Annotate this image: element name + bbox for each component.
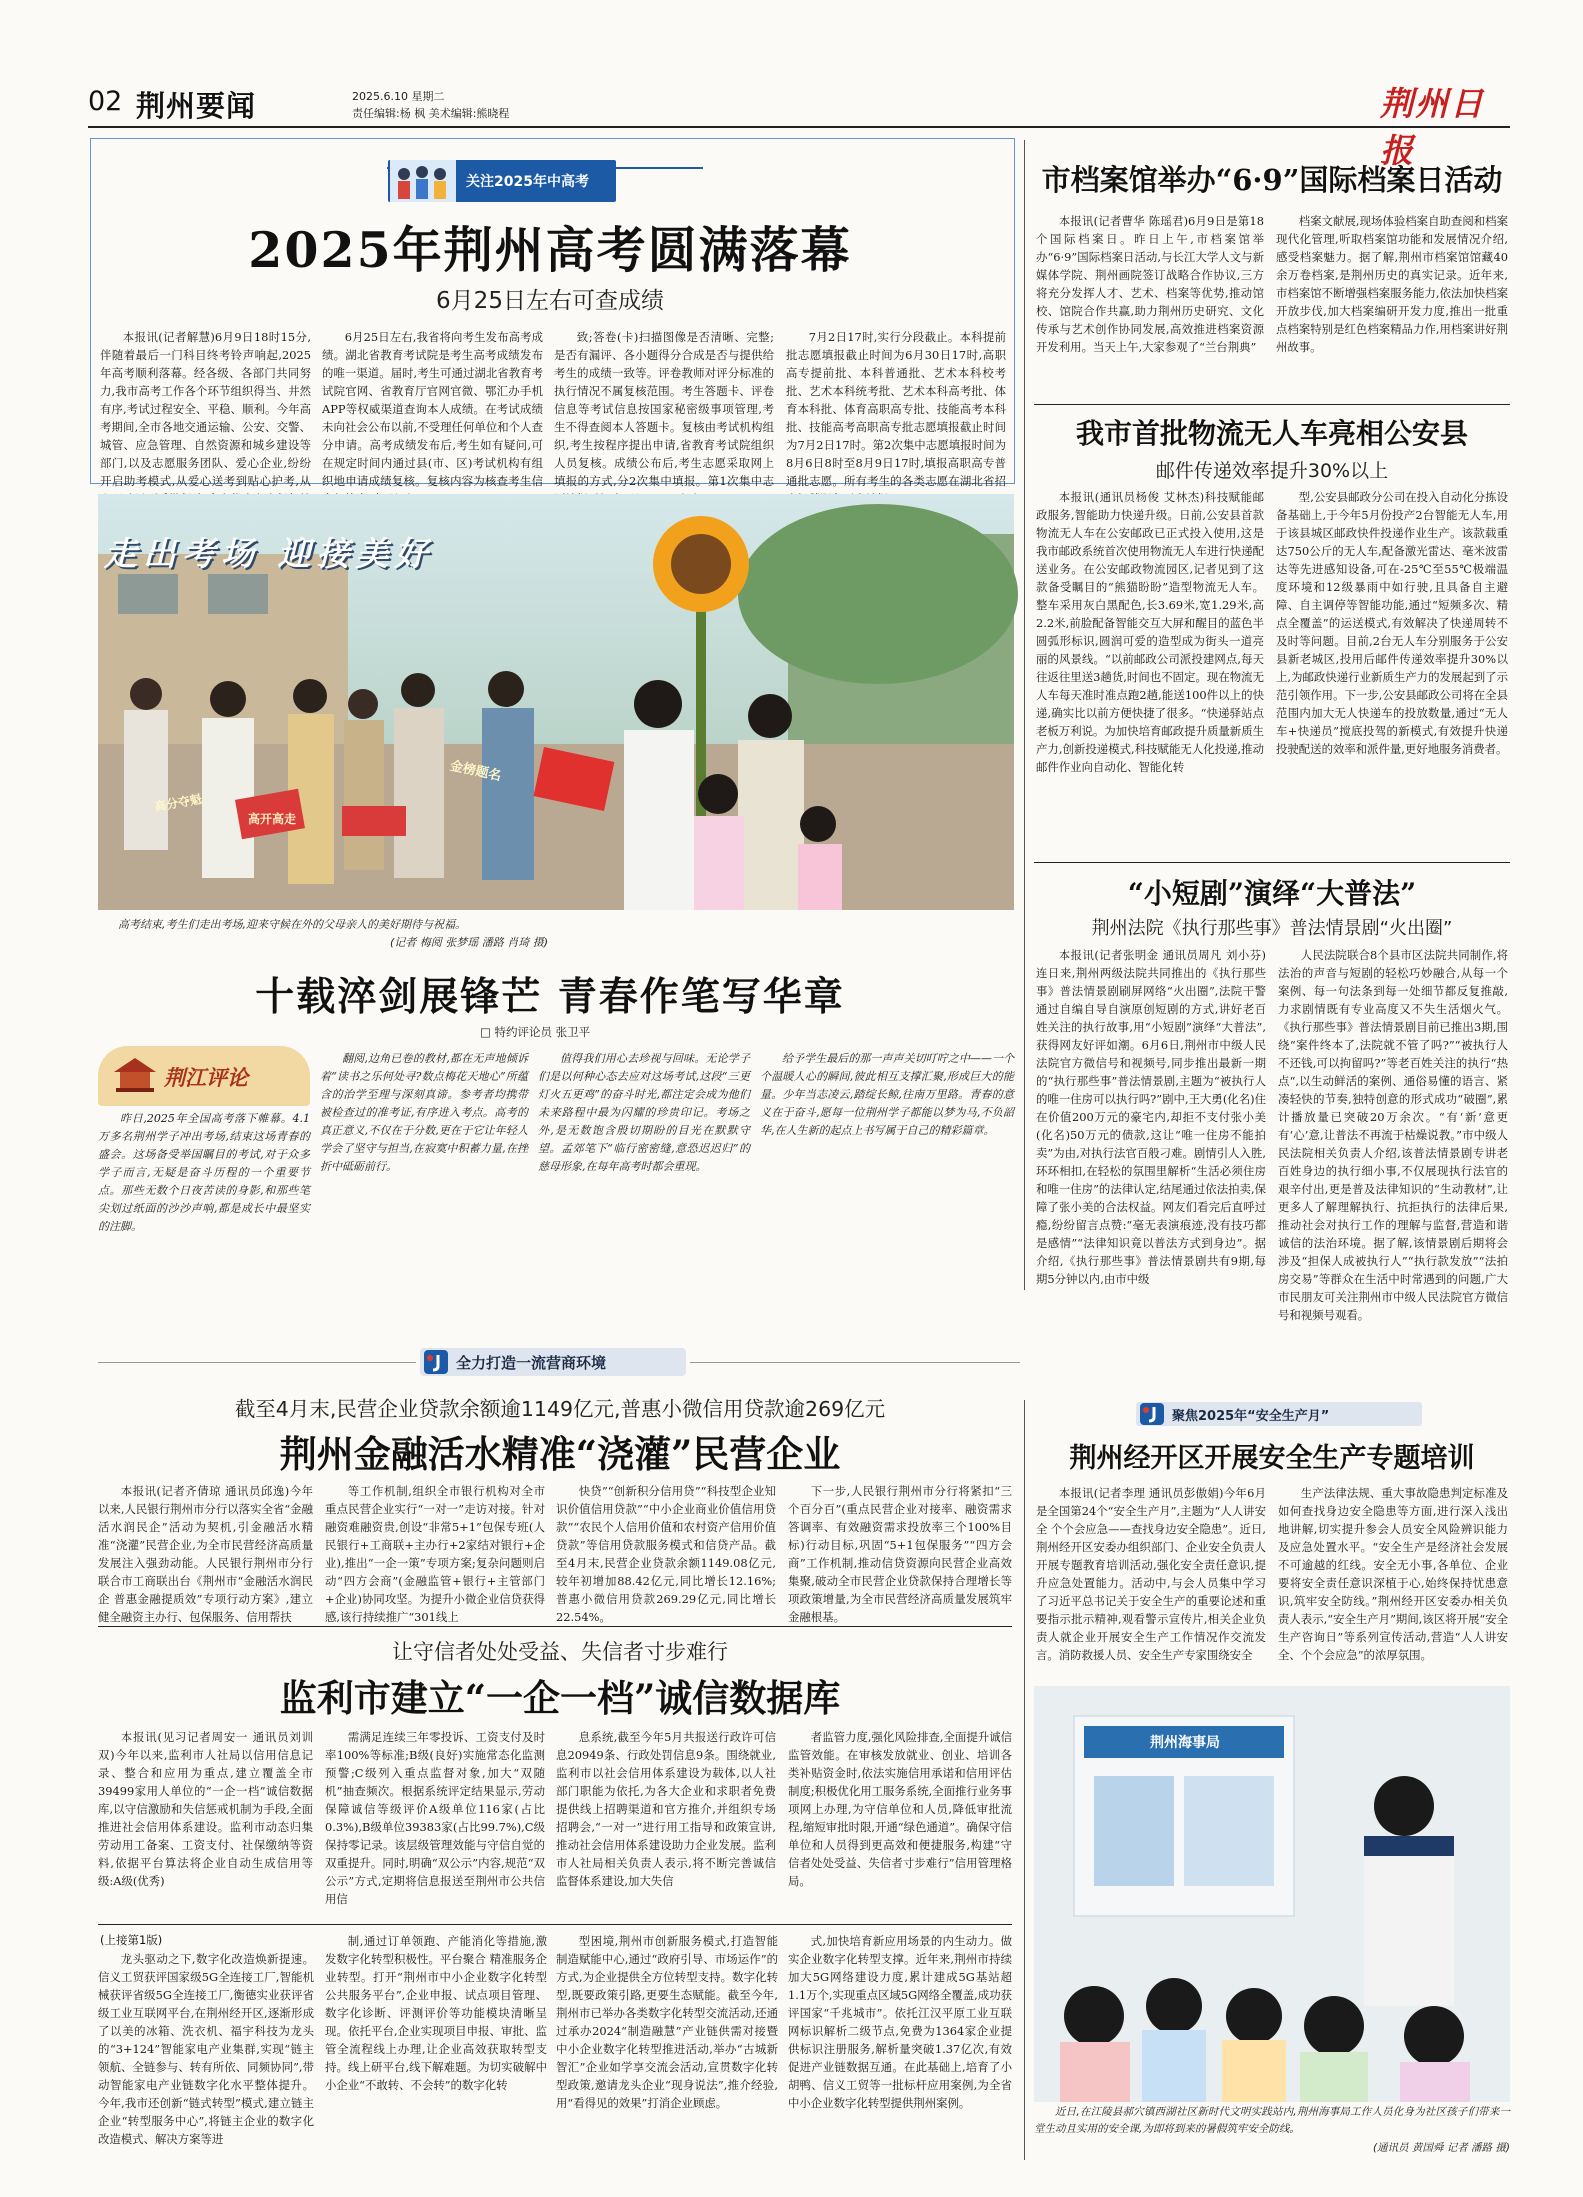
business-env-text: 全力打造一流营商环境 bbox=[456, 1354, 607, 1372]
newspaper-logo: 荆州日报 bbox=[1380, 84, 1485, 170]
board-heading: 荆州海事局 bbox=[1150, 1735, 1220, 1751]
sign-text-1: 高分夺魁 bbox=[153, 791, 203, 815]
comment-title: 十载淬剑展锋芒 青春作笔写华章 bbox=[255, 974, 845, 1020]
archive-col-1: 本报讯(记者曹华 陈瑶君)6月9日是第18个国际档案日。昨日上午,市档案馆举办“6·9”国际档案日活动,与长江大学人文与新媒体学院、荆州画院签订战略合作协议,三方将充分发挥人才、艺术、档案等优势,推动馆校、馆院合作共赢,助力荆州历史研究、文化传承与艺术创作协同发展,高效推进档案资源开发利用。当天上午,大家参观了“兰台荆典” bbox=[1036, 214, 1264, 354]
gaokao-title: 2025年荆州高考圆满落幕 bbox=[248, 221, 852, 279]
credit-title: 监利市建立“一企一档”诚信数据库 bbox=[279, 1676, 841, 1720]
gaokao-tag-box bbox=[388, 160, 616, 202]
delivery-col-1: 本报讯(通讯员杨俊 艾林杰)科技赋能邮政服务,智能助力快递升级。日前,公安县首款物流无人车在公安邮政已正式投入使用,这是我市邮政系统首次使用物流无人车进行快递配送业务。在公安邮政物流园区,记者见到了这款备受瞩目的“熊猫盼盼”造型物流无人车。整车采用灰白黑配色,长3.69米,宽1.29米,高2.2米,前脸配备智能交互大屏和醒目的蓝色半圆弧形标识,圆润可爱的造型成为街头一道亮丽的风景线。“以前邮政公司派投建网点,每天往返往里送3趟货,时间也不固定。现在物流无人车每天准时准点跑2趟,能送100件以上的快递,确实比以前方便快捷了很多。“快递驿站点老板万利说。为加快培育邮政提升质量新质生产力,创新投递模式,科技赋能无人化投递,推动邮件作业向自动化、智能化转 bbox=[1036, 490, 1264, 774]
drama-col-1: 本报讯(记者张明金 通讯员周凡 刘小芬)连日来,荆州两级法院共同推出的《执行那些事》普法情景剧刷屏网络“火出圈”,法院干警通过自编自导自演原创短剧的方式,讲好老百姓关注的执行故事,用“小短剧”演绎“大普法”,获得网友好评如潮。6月6日,荆州市中级人民法院官方微信号和视频号,同步推出最新一期的“执行那些事”普法情景剧,主题为“被执行人的唯一住房可以执行吗?”剧中,王大勇(化名)住在价值200万元的豪宅内,却拒不支付张小美(化名)50万元的债款,这让“唯一住房不能拍卖”为由,对执行法官百般刁难。剧情引人入胜,环环相扣,在轻松的氛围里解析“生活必须住房和唯一住房”的法律认定,结尾通过依法拍卖,保障了张小美的合法权益。网友们看完后直呼过瘾,纷纷留言点赞:“毫无表演痕迹,没有技巧都是感情”“法律知识竟以普法方式到身边”。据介绍,《执行那些事》普法情景剧共有9期,每期5分钟以内,由市中级 bbox=[1036, 948, 1266, 1286]
sign-text-3: 高开高走 bbox=[247, 812, 296, 826]
archive-title: 市档案馆举办“6·9”国际档案日活动 bbox=[1041, 163, 1503, 197]
students-icon bbox=[390, 160, 456, 202]
credit-subtitle: 让守信者处处受益、失信者寸步难行 bbox=[392, 1640, 728, 1664]
divider-line bbox=[1034, 404, 1510, 405]
page-number: 02 bbox=[88, 86, 123, 117]
column-divider bbox=[1024, 140, 1025, 1290]
finance-col-3: 快贷”“创新积分信用贷”“科技型企业知识价值信用贷款”“中小企业商业价值信用贷款”“农民个人信用价值和农村资产信用价值贷款”等信用贷款服务模式和信贷产品。截至4月末,民营企业贷款余额1149.08亿元,较年初增加88.42亿元,同比增长12.16%;普惠小微信用贷款269.29亿元,同比增长22.54%。 bbox=[556, 1484, 776, 1624]
digital-col-3: 型困境,荆州市创新服务模式,打造智能制造赋能中心,通过“政府引导、市场运作”的方式,为企业提供全方位转型支持。数字化转型,既要政策引路,更要生态赋能。截至今年,荆州市已举办各类数字化转型交流活动,还通过承办2024“制造融慧”产业链供需对接暨中小企业数字化转型推进活动,举办“古城新智汇”企业如学享交流会活动,宣贯数字化转型政策,邀请龙头企业“现身说法”,推介经验,用“看得见的效果”打消企业顾虑。 bbox=[556, 1934, 778, 2110]
comment-badge: 荆江评论 bbox=[164, 1065, 248, 1090]
safety-class-photo bbox=[1034, 1686, 1510, 2102]
comment-col-4: 给予学生最后的那一声声关切叮咛之中——一个个温暖人心的瞬间,彼此相互支撑汇聚,形成巨大的能量。少年当志凌云,踏绽长鲸,往南万里路。青春的意义在于奋斗,愿每一位荆州学子都能以梦为马,不负韶华,在人生新的起点上书写属于自己的精彩篇章。 bbox=[760, 1052, 1014, 1137]
photo1-caption: 高考结束,考生们走出考场,迎来守候在外的父母亲人的美好期待与祝福。 bbox=[118, 918, 466, 931]
divider-line bbox=[1034, 862, 1510, 863]
safety-tag: 聚焦2025年“安全生产月” bbox=[1172, 1409, 1330, 1424]
sign-text-2: 金榜题名 bbox=[448, 758, 503, 785]
credit-col-2: 需满足连续三年零投诉、工资支付及时率100%等标准;B级(良好)实施常态化监测预警;C级列入重点监督对象,加大“双随机”抽查频次。根据系统评定结果显示,劳动保障诚信等级评价A级单位116家(占比0.3%),B级单位39383家(占比99.7%),C级保持零记录。该层级管理效能与守信自觉的双重提升。同时,明确“双公示”内容,规范“双公示”方式,定期将信息报送至荆州市公共信用信 bbox=[325, 1730, 545, 1906]
comment-badge-box bbox=[98, 1046, 310, 1106]
divider-line bbox=[98, 1924, 1012, 1925]
delivery-col-2: 型,公安县邮政分公司在投入自动化分拣设备基础上,于今年5月份投产2台智能无人车,用于该县城区邮政快件投递作业生产。该款载重达750公斤的无人车,配备激光雷达、毫米波雷达等先进感知设备,可在-25℃至55℃极端温度环境和12级暴雨中如行驶,且具备自主避障、自主调停等智能功能,通过“短频多次、精点全覆盖”的运送模式,有效解决了快递周转不及时等问题。目前,2台无人车分别服务于公安县新老城区,投用后邮件传递效率提升30%以上,为邮政快递行业新质生产力的发展起到了示范引领作用。下一步,公安县邮政公司将在全县范围内加大无人快递车的投放数量,通过“无人车+快递员”搅底投驾的新模式,有效提升快递投驶配送的效率和派件量,更好地服务消费者。 bbox=[1276, 490, 1508, 756]
comment-col-2: 翻阅,边角已卷的教材,都在无声地倾诉着“读书之乐何处寻?数点梅花天地心”所蕴含的治学至理与深刻真谛。参考者均携带被检查过的准考证,有序进入考点。高考的真正意义,不仅在于分数,更在于它让年轻人学会了坚守与担当,在寂寞中积蓄力量,在挫折中砥砺前行。 bbox=[320, 1052, 528, 1173]
delivery-title: 我市首批物流无人车亮相公安县 bbox=[1075, 417, 1468, 450]
gaokao-tag: 关注2025年中高考 bbox=[466, 174, 589, 190]
drama-title: “小短剧”演绎“大普法” bbox=[1127, 877, 1417, 910]
gaokao-col-2: 6月25日左右,我省将向考生发布高考成绩。湖北省教育考试院是考生高考成绩发布的唯一渠道。届时,考生可通过湖北省教育考试院官网、省教育厅官网官微、鄂汇办手机APP等权威渠道查询本人成绩。在考试成绩未向社会公布以前,不受理任何单位和个人查分申请。高考成绩发布后,考生如有疑问,可在规定时间内通过县(市、区)考试机构有组织地申请成绩复核。复核内容为核查考生信 bbox=[322, 330, 543, 488]
j-logo-icon bbox=[1140, 1403, 1164, 1425]
issue-date: 2025.6.10 星期二 bbox=[352, 90, 445, 103]
divider-line bbox=[98, 1626, 1012, 1627]
drama-subtitle: 荆州法院《执行那些事》普法情景剧“火出圈” bbox=[1091, 918, 1453, 939]
credit-col-1: 本报讯(见习记者周安一 通讯员刘训双)今年以来,监利市人社局以信用信息记录、整合和应用为重点,建立覆盖全市39499家用人单位的“一企一档”诚信数据库,以守信激励和失信惩戒机制为手段,全面推进社会信用体系建设。监利市动态归集劳动用工备案、工资支付、社保缴纳等资料,依据平台算法将企业自动生成信用等级:A级(优秀) bbox=[98, 1730, 313, 1888]
pavilion-icon bbox=[112, 1056, 158, 1096]
gaokao-col-1: 本报讯(记者解慧)6月9日18时15分,伴随着最后一门科目终考铃声响起,2025年高考顺利落幕。经各级、各部门共同努力,我市高考工作各个环节组织得当、井然有序,考试过程安全、平稳、顺利。今年高考期间,全市各地交通运输、公安、交警、城管、应急管理、自然资源和城乡建设等部门,以及志愿服务团队、爱心企业,纷纷开启助考模式,从爱心送考到贴心护考,从 bbox=[100, 330, 311, 488]
gaokao-col-4: 7月2日17时,实行分段截止。本科提前批志愿填报截止时间为6月30日17时,高职高专提前批、本科普通批、艺术本科校考批、艺术本科统考批、艺术本科高考批、体育本科批、体育高职高专批、技能高考本科批、技能高考高职高专批志愿填报截止时间为7月2日17时。第2次集中志愿填报时间为8月6日8时至8月9日17时,填报高职高专普通批志愿。所有考生的各类志愿在湖北省招 bbox=[786, 330, 1006, 488]
column-divider bbox=[1024, 1400, 1025, 2160]
safety-col-1: 本报讯(记者李理 通讯员彭傲娟)今年6月是全国第24个“安全生产月”,主题为“人人讲安全 个个会应急——查找身边安全隐患”。近日,荆州经开区安委办组织部门、企业安全负责人开展专题教育培训活动,强化安全责任意识,提升应急处置能力。活动中,与会人员集中学习了习近平总书记关于安全生产的重要论述和重要指示批示精神,观看警示宣传片,相关企业负责人就企业开展安全生产工作情况作交流发言。消防救援人员、安全生产专家围绕安全 bbox=[1036, 1486, 1266, 1662]
continued-label: (上接第1版) bbox=[100, 1933, 163, 1947]
banner-line-left bbox=[98, 1362, 416, 1363]
credit-col-4: 者监管力度,强化风险排查,全面提升诚信监管效能。在审核发放就业、创业、培训各类补贴资金时,依法实施信用承诺和信用评估制度;积极优化用工服务系统,全面推行业务事项网上办理,为守信单位和人员,降低审批流程,缩短审批时限,开通“绿色通道”。确保守信单位和人员得到更高效和便捷服务,构建“守信者处处受益、失信者寸步难行”信用管理格局。 bbox=[788, 1730, 1012, 1888]
photo2-caption: 近日,在江陵县郝穴镇西湖社区新时代文明实践站内,荆州海事局工作人员化身为社区孩子们带来一堂生动且实用的安全课,为即将到来的暑假筑牢安全防线。 bbox=[1034, 2106, 1510, 2135]
digital-col-1: 龙头驱动之下,数字化改造焕新提速。信义工贸获评国家级5G全连接工厂,智能机械获评省级5G全连接工厂,衡德实业获评省级工业互联网平台,在荆州经开区,逐渐形成了以美的冰箱、洗衣机、福宇科技为龙头的“3+124”智能家电产业集群,实现“链主领航、全链参与、转有所依、同频协同”,带动智能家电产业链数字化水平整体提升。今年,我市还创新“链式转型”模式,建立链主企业“转型服务中心”,将链主企业的数字化改造模式、解决方案等进 bbox=[98, 1952, 314, 2146]
j-logo-icon bbox=[424, 1350, 448, 1374]
credit-col-3: 息系统,截至今年5月共报送行政许可信息20949条、行政处罚信息9条。围绕就业,监利市以社会信用体系建设为载体,以人社部门职能为依托,为各大企业和求职者免费提供线上招聘渠道和官方推介,并组织专场招聘会,“一对一”进行用工指导和政策宣讲,推动社会信用体系建设助力企业发展。监利市人社局相关负责人表示,将不断完善诚信监督体系建设,加大失信 bbox=[556, 1730, 776, 1888]
comment-col-3: 值得我们用心去珍视与回味。无论学子们是以何种心态去应对这场考试,这段“三更灯火五更鸡”的奋斗时光,都注定会成为他们未来路程中最为闪耀的珍贵印记。考场之外,是无数饱含殷切期盼的目光在默默守望。孟郊笔下“临行密密缝,意恐迟迟归”的慈母形象,在每年高考时都会重现。 bbox=[538, 1052, 750, 1173]
safety-tag-box bbox=[1136, 1402, 1422, 1426]
safety-title: 荆州经开区开展安全生产专题培训 bbox=[1069, 1443, 1475, 1474]
digital-col-4: 式,加快培育新应用场景的内生动力。做实企业数字化转型支撑。近年来,荆州市持续加大5G网络建设力度,累计建成5G基站超1.1万个,实现重点区域5G网络全覆盖,成功获评国家“千兆城市”。依托江汉平原工业互联网标识解析二级节点,免费为1364家企业提供标识注册服务,解析量突破1.37亿次,有效促进产业链数据互通。在此基础上,培育了小胡鸭、信义工贸等一批标杆应用案例,为全省中小企业数字化转型提供荆州案例。 bbox=[788, 1934, 1012, 2110]
finance-col-1: 本报讯(记者齐倩琼 通讯员邱逸)今年以来,人民银行荆州市分行以落实全省“金融活水润民企”活动为契机,引金融活水精准“浇灌”民营企业,为全市民营经济高质量发展注入强劲动能。人民银行荆州市分行联合市工商联出台《荆州市“金融活水润民企 普惠金融提质效”专项行动方案》,建立健全融资主办行、包保服务、信用帮扶 bbox=[98, 1484, 313, 1624]
business-env-banner bbox=[420, 1348, 686, 1376]
gaokao-subtitle: 6月25日左右可查成绩 bbox=[436, 288, 664, 314]
banner-line-right bbox=[690, 1362, 1020, 1363]
gaokao-col-3: 致;答卷(卡)扫描图像是否清晰、完整;是否有漏评、各小题得分合成是否与提供给考生的成绩一致等。评卷教师对评分标准的执行情况不属复核范围。考生答题卡、评卷信息等考试信息按国家秘密级事项管理,考生不得查阅本人答题卡。复核由考试机构组织,考生按程序提出申请,省教育考试院组织人员复核。成绩公布后,考生志愿采取网上填报的方式,分2次集中填报。第1次集中志 bbox=[554, 330, 774, 488]
photo1-credit: (记者 梅阅 张梦瑶 潘路 肖琦 摄) bbox=[390, 936, 549, 949]
archive-col-2: 档案文献展,现场体验档案自助查阅和档案现代化管理,听取档案馆功能和发展情况介绍,感受档案魅力。据了解,荆州市档案馆馆藏40余万卷档案,是荆州历史的真实记录。近年来,市档案馆不断增强档案服务能力,依法加快档案开放步伐,加大档案编研开发力度,推出一批重点档案特别是红色档案精品力作,用档案讲好荆州故事。 bbox=[1276, 214, 1508, 354]
photo-banner: 走出考场 迎接美好 bbox=[104, 534, 434, 573]
finance-subtitle: 截至4月末,民营企业贷款余额逾1149亿元,普惠小微信用贷款逾269亿元 bbox=[234, 1397, 886, 1421]
delivery-subtitle: 邮件传递效率提升30%以上 bbox=[1155, 460, 1389, 482]
header-rule bbox=[88, 126, 1510, 128]
photo2-credit: (通讯员 黄国舜 记者 潘路 摄) bbox=[1372, 2142, 1510, 2154]
digital-col-2: 制,通过订单领跑、产能消化等措施,激发数字化转型积极性。平台聚合 精准服务企业转型。打开“荆州市中小企业数字化转型公共服务平台”,企业申报、试点项目管理、数字化诊断、评测评价等功能模块清晰呈现。依托平台,企业实现项目申报、审批、监管全流程线上办理,让企业高效获取转型支持。线上研平台,线下解难题。为切实破解中小企业“不敢转、不会转”的数字化转 bbox=[325, 1934, 547, 2092]
editors-line: 责任编辑:杨 枫 美术编辑:熊晓程 bbox=[352, 107, 510, 120]
safety-col-2: 生产法律法规、重大事故隐患判定标准及如何查找身边安全隐患等方面,进行深入浅出地讲解,切实提升参会人员安全风险辨识能力及应急处置水平。“安全生产是经济社会发展不可逾越的红线。安全无小事,各单位、企业要将安全责任意识深植于心,始终保持忧患意识,筑牢安全防线。”荆州经开区安委办相关负责人表示,“安全生产月”期间,该区将开展“安全生产咨询日”等系列宣传活动,营造“人人讲安全、个个会应急”的浓厚氛围。 bbox=[1278, 1486, 1508, 1662]
finance-title: 荆州金融活水精准“浇灌”民营企业 bbox=[279, 1432, 841, 1476]
gaokao-photo bbox=[98, 494, 1014, 910]
section-title: 荆州要闻 bbox=[136, 89, 257, 123]
finance-col-2: 等工作机制,组织全市银行机构对全市重点民营企业实行“一对一”走访对接。针对融资难融资贵,创设“非常5+1”包保专班(人民银行+工商联+主办行+2家结对银行+企业),推出“一企一策”专项方案;复杂问题则启动“四方会商”(金融监管+银行+主管部门+企业)协同攻坚。为提升小微企业信贷获得感,该行持续推广“301线上 bbox=[325, 1484, 545, 1624]
finance-col-4: 下一步,人民银行荆州市分行将紧扣“三个百分百”(重点民营企业对接率、融资需求答调率、有效融资需求投放率三个100%目标)行动目标,巩固“5+1包保服务”“四方会商”工作机制,推动信贷资源向民营企业高效集聚,破动全市民营企业贷款保持合理增长等项政策增量,为全市民营经济高质量发展筑牢金融根基。 bbox=[788, 1484, 1012, 1624]
comment-author: □ 特约评论员 张卫平 bbox=[480, 1025, 591, 1039]
drama-col-2: 人民法院联合8个县市区法院共同制作,将法治的声音与短剧的轻松巧妙融合,从每一个案例、每一句法条到每一处细节都反复推敲,力求剧情既有专业高度又不失生活烟火气。《执行那些事》普法情景剧目前已推出3期,围绕“案件终本了,法院就不管了吗?”“被执行人不还钱,可以拘留吗?”等老百姓关注的执行“热点“,以生动鲜活的案例、通俗易懂的语言、紧凑轻快的节奏,独特创意的形式成功“破圈”,累计播放量已突破20万余次。“有‘新’意更有‘心’意,让普法不再流于枯燥说教。”市中级人民法院相关负责人介绍,该普法情景剧专讲老百姓身边的执行细小事,不仅展现执行法官的艰辛付出,更是普及法律知识的“生动教材”,让更多人了解理解执行、抗拒执行的法律后果,推动社会对执行工作的理解与监督,营造和谐诚信的法治环境。据了解,该情景剧后期将会涉及“担保人成被执行人”“执行款发放”“法拍房交易”等群众在生活中时常遇到的问题,广大市民朋友可关注荆州市中级人民法院官方微信号和视频号观看。 bbox=[1278, 948, 1508, 1322]
comment-col-1: 昨日,2025年全国高考落下帷幕。4.1万多名荆州学子冲出考场,结束这场青春的盛会。这场备受举国瞩目的考试,对于众多学子而言,无疑是奋斗历程的一个重要节点。那些无数个日夜苦读的身影,和那些笔尖划过纸面的沙沙声响,都是成长中最坚实的注脚。 bbox=[98, 1112, 310, 1233]
